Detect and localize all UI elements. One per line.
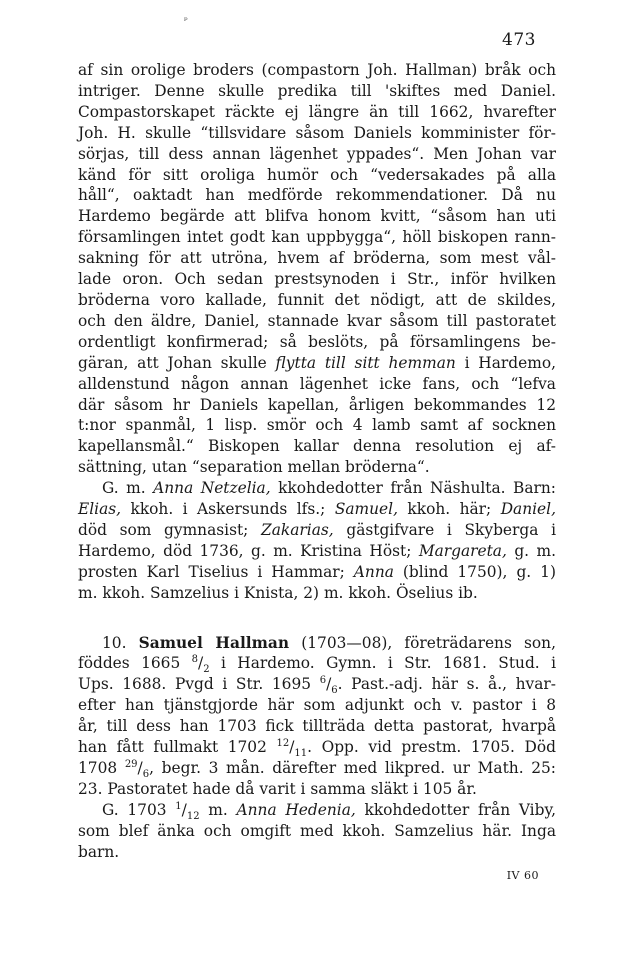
text-line — [78, 353, 556, 374]
text-line: Compastorskapet räckte ej längre än till 1662, hvarefter — [78, 102, 556, 121]
text-line: m. kkoh. Samzelius i Knista, 2) m. kkoh. Öselius ib. — [78, 583, 478, 602]
text-run: . Opp. vid prestm. 1705. Död — [307, 738, 556, 757]
person-name: Anna — [353, 562, 394, 581]
text-run: Hardemo, död 1736, g. m. Kristina Höst; — [78, 541, 412, 560]
text-run: , begr. 3 mån. därefter med likpred. ur Math. 25: — [149, 759, 556, 777]
text-run: kkohdedotter från Viby, — [364, 800, 556, 819]
paragraph-marriage-and-children — [78, 478, 556, 603]
text-line — [78, 478, 556, 499]
fraction-day: 29 — [124, 758, 138, 770]
text-run: (blind 1750), g. 1) — [402, 562, 556, 581]
stray-print-mark: ᵖ — [184, 16, 188, 26]
text-line — [78, 562, 556, 583]
entry-number: 10. — [102, 633, 127, 652]
italic-phrase: flytta till sitt hemman — [275, 353, 456, 372]
paragraph-johan-hallman-conflict — [78, 60, 556, 478]
text-line — [78, 520, 556, 541]
date-fraction: $^{12}/_{11}$ — [276, 737, 308, 760]
fraction-month: 11 — [294, 748, 308, 760]
text-line — [78, 633, 556, 654]
text-line — [78, 758, 556, 779]
text-run: G. 1703 — [102, 800, 167, 819]
text-line: 23. Pastoratet hade då varit i samma släkt i 105 år. — [78, 779, 477, 798]
text-line — [78, 499, 556, 520]
text-run: gäran, att Johan skulle — [78, 353, 267, 372]
fraction-month: 6 — [331, 685, 338, 697]
text-run: Ups. 1688. Pvgd i Str. 1695 — [78, 675, 312, 694]
date-fraction: $^{29}/_6$ — [124, 758, 150, 781]
fraction-day: 6 — [319, 675, 327, 687]
fraction-month: 12 — [186, 810, 200, 822]
text-line: församlingen intet godt kan uppbygga“, höll biskopen rann- — [78, 228, 556, 247]
section-gap — [78, 604, 556, 633]
text-line: sörjas, till dess annan lägenhet yppades“. Men Johan var — [78, 144, 556, 163]
text-line: kapellansmål.“ Biskopen kallar denna resolution ej af- — [78, 437, 556, 456]
text-run: i Hardemo. Gymn. i Str. 1681. Stud. i — [220, 654, 557, 673]
text-run: han fått fullmakt 1702 — [78, 738, 267, 757]
entry-name: Samuel Hallman — [138, 633, 290, 652]
text-line: känd för sitt oroliga humör och “vedersakades på alla — [78, 165, 556, 184]
text-line: och den äldre, Daniel, stannade kvar såsom till pastoratet — [78, 311, 556, 330]
text-run: (1703—08), företrädarens son, — [301, 633, 556, 652]
text-run: kkoh. i Askersunds lfs.; — [130, 500, 326, 519]
text-line: sakning för att utröna, hvem af bröderna, som mest vål- — [78, 249, 556, 268]
printer-signature: IV 60 — [506, 869, 539, 882]
text-line — [78, 737, 556, 758]
text-run: g. m. — [514, 541, 556, 560]
text-run: i Hardemo, — [464, 353, 556, 372]
person-name: Elias, — [78, 500, 122, 519]
fraction-day: 1 — [175, 800, 182, 812]
date-fraction: $^1/_{12}$ — [175, 800, 200, 822]
text-line — [78, 800, 556, 821]
text-line — [78, 674, 556, 695]
text-line: Hardemo begärde att blifva honom kvitt, “såsom han uti — [78, 207, 556, 226]
person-name: Anna Netzelia, — [153, 479, 271, 498]
fraction-day: 8 — [191, 654, 199, 666]
text-line: ordentligt konfirmerad; så beslöts, på församlingens be- — [78, 332, 556, 351]
person-name: Samuel, — [334, 500, 398, 519]
text-run: G. m. — [102, 479, 146, 498]
fraction-month: 2 — [203, 664, 210, 676]
text-line: Joh. H. skulle “tillsvidare såsom Daniels komminister för- — [78, 123, 556, 142]
entry-samuel-hallman — [78, 633, 556, 800]
paragraph-samuel-marriage — [78, 800, 556, 863]
person-name: Zakarias, — [261, 520, 334, 539]
text-run: död som gymnasist; — [78, 520, 249, 539]
text-line: sättning, utan “separation mellan bröderna“. — [78, 458, 430, 477]
text-line: år, till dess han 1703 fick tillträda detta pastorat, hvarpå — [78, 717, 556, 736]
text-line — [78, 541, 556, 562]
page-number: 473 — [502, 30, 536, 50]
text-line: alldenstund någon annan lägenhet icke fans, och “lefva — [78, 374, 556, 393]
person-name: Anna Hedenia, — [236, 800, 356, 819]
text-run: föddes 1665 — [78, 654, 181, 673]
text-line: efter han tjänstgjorde här som adjunkt och v. pastor i 8 — [78, 696, 556, 715]
text-line: intriger. Denne skulle predika till 'skiftes med Daniel. — [78, 81, 556, 100]
text-line: barn. — [78, 842, 120, 861]
date-fraction: $^6/_6$ — [319, 675, 338, 697]
text-run: 1708 — [78, 759, 118, 777]
text-run: gästgifvare i Skyberga i — [346, 520, 556, 539]
text-run: m. — [208, 800, 228, 819]
text-line: t:nor spanmål, 1 lisp. smör och 4 lamb samt af socknen — [78, 416, 556, 435]
text-run: prosten Karl Tiselius i Hammar; — [78, 562, 345, 581]
text-line: håll“, oaktadt han medförde rekommendationer. Då nu — [78, 186, 556, 205]
person-name: Margareta, — [418, 541, 507, 560]
date-fraction: $^8/_2$ — [191, 654, 210, 676]
person-name: Daniel, — [500, 500, 556, 519]
fraction-month: 6 — [142, 769, 150, 781]
text-line: lade oron. Och sedan prestsynoden i Str., inför hvilken — [78, 270, 556, 289]
text-run: kkoh. här; — [407, 500, 492, 519]
text-line — [78, 653, 556, 674]
text-run: . Past.-adj. här s. å., hvar- — [337, 675, 556, 694]
text-run: kkohdedotter från Näshulta. Barn: — [278, 479, 556, 498]
text-line: som blef änka och omgift med kkoh. Samzelius här. Inga — [78, 821, 556, 840]
text-line: af sin orolige broders (compastorn Joh. Hallman) bråk och — [78, 61, 556, 79]
text-line: bröderna voro kallade, funnit det nödigt, att de skildes, — [78, 290, 556, 309]
fraction-day: 12 — [276, 737, 290, 749]
text-line: där såsom hr Daniels kapellan, årligen bekommandes 12 — [78, 395, 556, 414]
page-body — [78, 60, 556, 863]
